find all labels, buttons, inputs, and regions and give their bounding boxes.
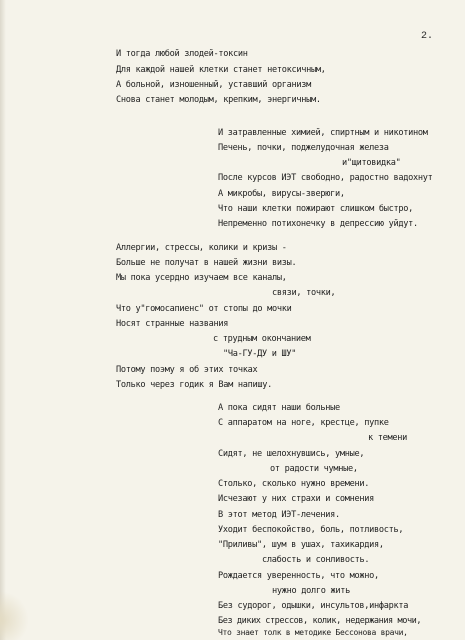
- poem-line: к темени: [368, 433, 407, 443]
- poem-line: С аппаратом на ноге, крестце, пупке: [218, 418, 389, 428]
- poem-line: Аллергии, стрессы, колики и кризы -: [116, 243, 287, 253]
- poem-line: Столько, сколько нужно времени.: [218, 479, 370, 489]
- poem-line: и"щитовидка": [342, 158, 401, 168]
- poem-line: Без судорог, одышки, инсультов,инфаркта: [218, 601, 409, 611]
- poem-line: Уходит беспокойство, боль, потливость,: [218, 525, 404, 535]
- poem-line: Снова станет молодым, крепким, энергичным.: [116, 95, 321, 105]
- poem-line: Больше не получат в нашей жизни визы.: [116, 258, 297, 268]
- paper-stain: [0, 590, 28, 640]
- poem-line: Рождается уверенность, что можно,: [218, 571, 379, 581]
- poem-line: Носят странные названия: [116, 319, 229, 329]
- poem-line: И затравленные химией, спиртным и никотином: [218, 128, 428, 138]
- poem-line: Только через годик я Вам напишу.: [116, 380, 272, 390]
- poem-line: Что у"гомосапиенс" от стопы до мочки: [116, 304, 292, 314]
- poem-line: Мы пока усердно изучаем все каналы,: [116, 273, 287, 283]
- poem-line: Для каждой нашей клетки станет нетоксичным,: [116, 65, 326, 75]
- poem-line: Что знает толк в методике Бессонова врачи,: [218, 628, 408, 637]
- poem-line: Исчезают у них страхи и сомнения: [218, 494, 374, 504]
- poem-line: А больной, изношенный, уставший организм: [116, 80, 311, 90]
- poem-line: Непременно потихонечку в депрессию уйдут.: [218, 219, 418, 229]
- poem-line: А микробы, вирусы-зверюги,: [218, 189, 345, 199]
- paper-fold-shadow: [0, 0, 6, 640]
- page-number: 2.: [421, 31, 434, 42]
- poem-line: Без диких стрессов, колик, недержания мочи,: [218, 616, 422, 626]
- poem-line: связи, точки,: [272, 288, 336, 298]
- poem-line: После курсов ИЭТ свободно, радостно вадохнут: [218, 173, 433, 183]
- poem-line: Потому поэму я об этих точках: [116, 365, 258, 375]
- poem-line: Что наши клетки пожирают слишком быстро,: [218, 204, 413, 214]
- poem-line: "Приливы", шум в ушах, тахикардия,: [218, 540, 384, 550]
- poem-line: В этот метод ИЭТ-лечения.: [218, 510, 340, 520]
- poem-line: "Ча-ГУ-ДУ и ШУ": [223, 349, 297, 359]
- poem-line: Сидят, не шелохнувшись, умные,: [218, 449, 365, 459]
- poem-line: И тогда любой злодей-токсин: [116, 49, 248, 59]
- poem-line: Печень, почки, поджелудочная железа: [218, 143, 389, 153]
- poem-line: слабость и сонливость.: [262, 555, 370, 565]
- poem-line: с трудным окончанием: [213, 334, 311, 344]
- poem-line: нужно долго жить: [272, 586, 350, 596]
- poem-line: от радости чумные,: [270, 464, 358, 474]
- poem-line: А пока сидят наши больные: [218, 403, 340, 413]
- poem-line: [218, 628, 228, 629]
